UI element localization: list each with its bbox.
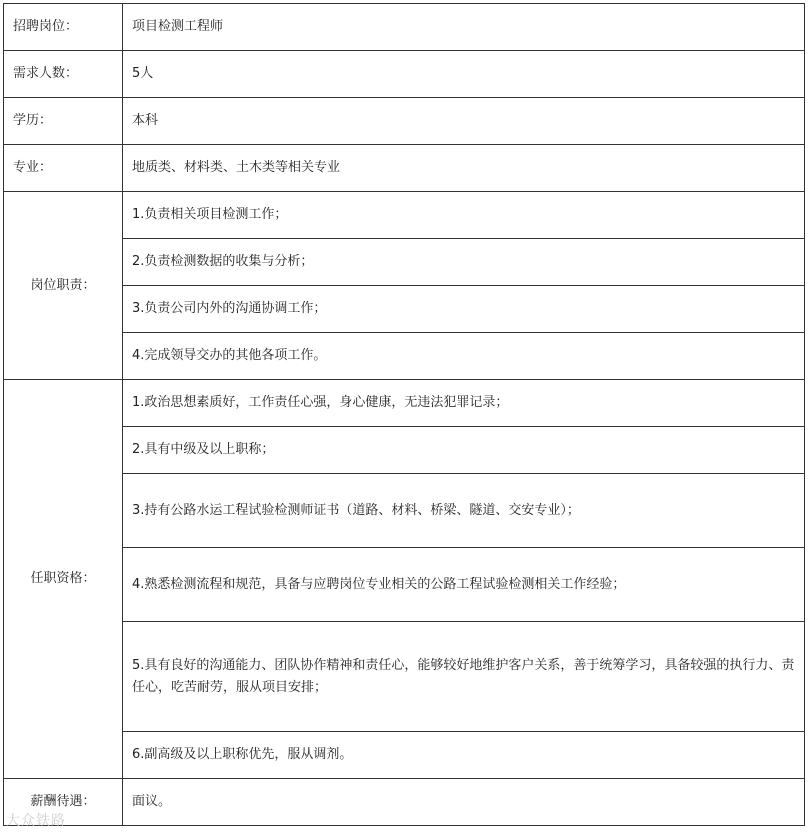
row-duty-2 bbox=[4, 239, 805, 286]
duty-item: 4.完成领导交办的其他各项工作。 bbox=[123, 333, 805, 380]
headcount-label: 需求人数： bbox=[4, 51, 123, 98]
watermark: 大众铁路 bbox=[6, 813, 66, 829]
major-label: 专业： bbox=[4, 145, 123, 192]
qualification-item: 2.具有中级及以上职称； bbox=[123, 427, 805, 474]
qualification-item: 4.熟悉检测流程和规范，具备与应聘岗位专业相关的公路工程试验检测相关工作经验； bbox=[123, 548, 805, 622]
qualifications-label: 任职资格： bbox=[4, 380, 123, 779]
row-duty-1 bbox=[4, 192, 805, 239]
row-duty-3 bbox=[4, 286, 805, 333]
duty-item: 3.负责公司内外的沟通协调工作； bbox=[123, 286, 805, 333]
qualification-item: 6.副高级及以上职称优先，服从调剂。 bbox=[123, 732, 805, 779]
position-label: 招聘岗位： bbox=[4, 4, 123, 51]
row-qual-6 bbox=[4, 732, 805, 779]
row-qual-2 bbox=[4, 427, 805, 474]
major-value: 地质类、材料类、土木类等相关专业 bbox=[123, 145, 805, 192]
education-value: 本科 bbox=[123, 98, 805, 145]
job-posting-table bbox=[3, 3, 805, 826]
row-qual-1 bbox=[4, 380, 805, 427]
duty-item: 2.负责检测数据的收集与分析； bbox=[123, 239, 805, 286]
row-major bbox=[4, 145, 805, 192]
headcount-value: 5人 bbox=[123, 51, 805, 98]
row-headcount bbox=[4, 51, 805, 98]
duties-label: 岗位职责： bbox=[4, 192, 123, 380]
row-position bbox=[4, 4, 805, 51]
qualification-item: 1.政治思想素质好，工作责任心强，身心健康，无违法犯罪记录； bbox=[123, 380, 805, 427]
row-duty-4 bbox=[4, 333, 805, 380]
duty-item: 1.负责相关项目检测工作； bbox=[123, 192, 805, 239]
education-label: 学历： bbox=[4, 98, 123, 145]
row-qual-4 bbox=[4, 548, 805, 622]
row-education bbox=[4, 98, 805, 145]
salary-value: 面议。 bbox=[123, 779, 805, 826]
qualification-item: 5.具有良好的沟通能力、团队协作精神和责任心，能够较好地维护客户关系，善于统筹学习，具备较强的执行力、责任心，吃苦耐劳，服从项目安排； bbox=[123, 622, 805, 732]
row-salary bbox=[4, 779, 805, 826]
row-qual-3 bbox=[4, 474, 805, 548]
salary-label: 薪酬待遇： bbox=[4, 779, 123, 826]
row-qual-5 bbox=[4, 622, 805, 732]
position-value: 项目检测工程师 bbox=[123, 4, 805, 51]
qualification-item: 3.持有公路水运工程试验检测师证书（道路、材料、桥梁、隧道、交安专业）； bbox=[123, 474, 805, 548]
